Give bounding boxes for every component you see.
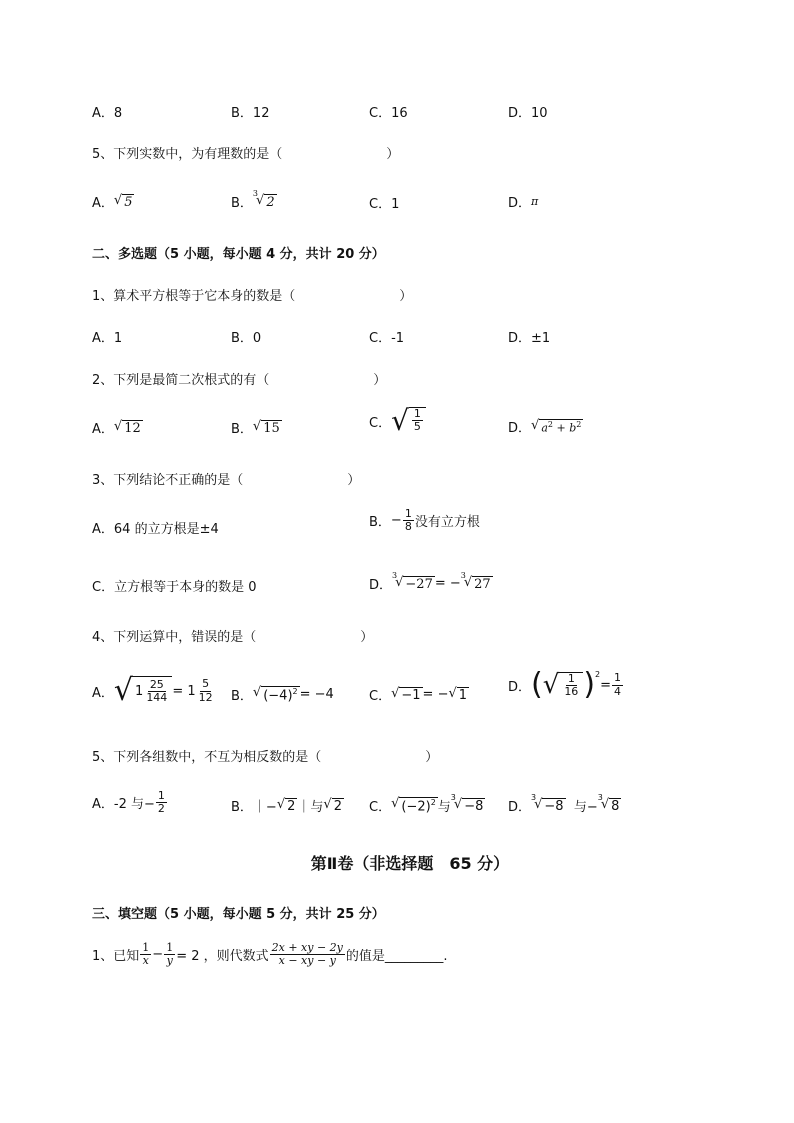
sqrt-expression: √ 15	[252, 418, 280, 436]
option-a: A．8	[92, 106, 123, 121]
stem-text: 1、算术平方根等于它本身的数是（	[92, 289, 296, 304]
option-d	[508, 417, 583, 436]
minus-sign: −	[390, 513, 402, 529]
sqrt-expression: √ 5	[113, 192, 133, 210]
stem-close: ）	[425, 750, 439, 765]
sqrt-expression: √ $(-2)^2$	[391, 795, 436, 815]
option-b: B．0	[231, 331, 262, 346]
option-label: D．	[508, 196, 532, 211]
stem-text: 5、下列实数中，为有理数的是（	[92, 147, 283, 162]
option-b: B． ｜− √ 2 ｜与 √ 2	[231, 796, 342, 815]
fraction: $\frac{5}{12}$	[198, 677, 213, 704]
option-label: A．-2 与−	[92, 797, 155, 813]
radicand: 5	[124, 194, 133, 210]
part-title: 第Ⅱ卷（非选择题 65 分）	[310, 854, 510, 873]
option-b	[231, 418, 282, 437]
option-label: A．	[92, 196, 114, 211]
sqrt-expression: √ $(-4)^2$	[252, 684, 298, 704]
stem-text: 2、下列是最简二次根式的有（	[92, 373, 270, 388]
option-label: A．	[92, 422, 114, 437]
stem-text: 5、下列各组数中，不互为相反数的是（	[92, 750, 322, 765]
stem-close: ）	[360, 630, 374, 645]
stem-close: ）	[386, 147, 400, 162]
option-b	[231, 188, 277, 211]
option-label: D．	[508, 421, 532, 436]
option-c	[369, 404, 426, 437]
option-a: A．64 的立方根是±4	[92, 522, 219, 537]
radicand: 12	[124, 420, 141, 436]
option-label: B．	[231, 800, 253, 815]
option-a: A．1	[92, 331, 123, 346]
option-b: B．12	[231, 106, 270, 121]
option-b	[231, 685, 334, 704]
option-a	[92, 192, 134, 211]
equals: = −	[434, 576, 461, 591]
option-d: D． 3 √ −8 与− 3 √ 8	[508, 792, 620, 815]
option-label: B．	[231, 422, 253, 437]
option-d: D． ( √ $\frac{1}{16}$ ) 2 = $\frac{1}{4}$	[508, 667, 622, 702]
option-label: B．	[231, 196, 253, 211]
option-c: C．16	[369, 106, 408, 121]
cbrt-expression: 3 √ −8	[450, 792, 484, 814]
root-index: 3	[252, 188, 259, 198]
question-stem	[92, 469, 360, 488]
fraction: $\frac{1}{y}$	[166, 941, 174, 968]
sqrt-expression: √ $a^2 + b^2$	[531, 417, 582, 435]
option-d: D．±1	[508, 331, 551, 346]
option-c: C． √ $(-2)^2$ 与 3 √ −8	[369, 792, 484, 815]
question-stem	[92, 143, 399, 162]
cbrt-expression: 3 √ 8	[597, 792, 620, 814]
sqrt-expression: √ $\frac{1}{16}$	[543, 672, 584, 698]
option-label: D．	[508, 800, 532, 815]
option-label: D．	[369, 578, 393, 593]
option-label: C．	[369, 415, 392, 431]
question-stem	[92, 285, 412, 304]
cbrt-expression: 3 √ 2	[252, 188, 275, 210]
option-label: A．	[92, 685, 114, 701]
sqrt-expression: √ 1	[448, 685, 468, 703]
fraction: $\frac{2x + xy - 2y}{x - xy - y}$	[271, 941, 343, 968]
option-c: C．-1	[369, 331, 405, 346]
equals: = 1	[172, 683, 196, 699]
equals: =	[600, 677, 612, 693]
fraction: $\frac{1}{4}$	[614, 671, 622, 698]
option-d	[369, 570, 493, 593]
option-label: C．	[369, 689, 392, 704]
option-a	[92, 790, 168, 815]
section-title: 二、多选题（5 小题，每小题 4 分，共计 20 分）	[92, 247, 385, 262]
fill-question: 1、已知 $\frac{1}{x}$ − $\frac{1}{y}$ = 2 ，则代数式 $\frac{2x + xy - 2y}{x - xy - y}$ 的值是_________.	[92, 941, 448, 968]
option-label: C．	[369, 800, 392, 815]
sqrt-expression: √ −1	[391, 685, 421, 703]
stem-close: ）	[399, 289, 413, 304]
stem-text: 1、已知	[92, 949, 140, 965]
option-c: C．1	[369, 197, 400, 212]
option-label: B．	[231, 689, 253, 704]
fraction: $\frac{1}{5}$	[413, 407, 421, 434]
fraction: $\frac{1}{8}$	[404, 507, 412, 534]
option-label: D．	[508, 679, 532, 695]
option-a	[92, 418, 143, 437]
sqrt-expression: √ $\frac{1}{5}$	[391, 407, 426, 435]
stem-text: 4、下列运算中，错误的是（	[92, 630, 257, 645]
sqrt-expression: √ 2	[323, 796, 342, 814]
cbrt-expression: 3 √ −27	[392, 570, 433, 592]
pi-symbol: π	[531, 195, 539, 208]
stem-close: ）	[373, 373, 387, 388]
question-stem	[92, 626, 373, 645]
equals: = −4	[299, 687, 334, 702]
cbrt-expression: 3 √ 27	[460, 570, 491, 592]
option-d: D．10	[508, 106, 548, 121]
answer-blank: 的值是_________.	[345, 949, 448, 965]
option-a	[92, 673, 216, 708]
stem-text: 3、下列结论不正确的是（	[92, 473, 244, 488]
radicand: 15	[263, 420, 280, 436]
radicand: 2	[266, 194, 275, 210]
question-stem	[92, 746, 438, 765]
section-title: 三、填空题（5 小题，每小题 5 分，共计 25 分）	[92, 907, 385, 922]
fraction: $\frac{1}{2}$	[157, 789, 165, 816]
option-label: B．	[369, 515, 391, 531]
stem-close: ）	[347, 473, 361, 488]
option-b	[369, 508, 480, 533]
equals: = −	[422, 687, 449, 702]
option-c: C．立方根等于本身的数是 0	[92, 580, 257, 595]
sqrt-expression: √ 1 $\frac{25}{144}$	[114, 676, 172, 706]
fraction: $\frac{1}{x}$	[142, 941, 150, 968]
cbrt-expression: 3 √ −8	[531, 792, 564, 814]
option-d	[508, 192, 538, 211]
option-c	[369, 685, 469, 704]
option-text: 没有立方根	[414, 515, 480, 531]
sqrt-expression: √ 12	[113, 418, 141, 436]
sqrt-expression: √ 2	[276, 796, 296, 814]
question-stem	[92, 369, 386, 388]
